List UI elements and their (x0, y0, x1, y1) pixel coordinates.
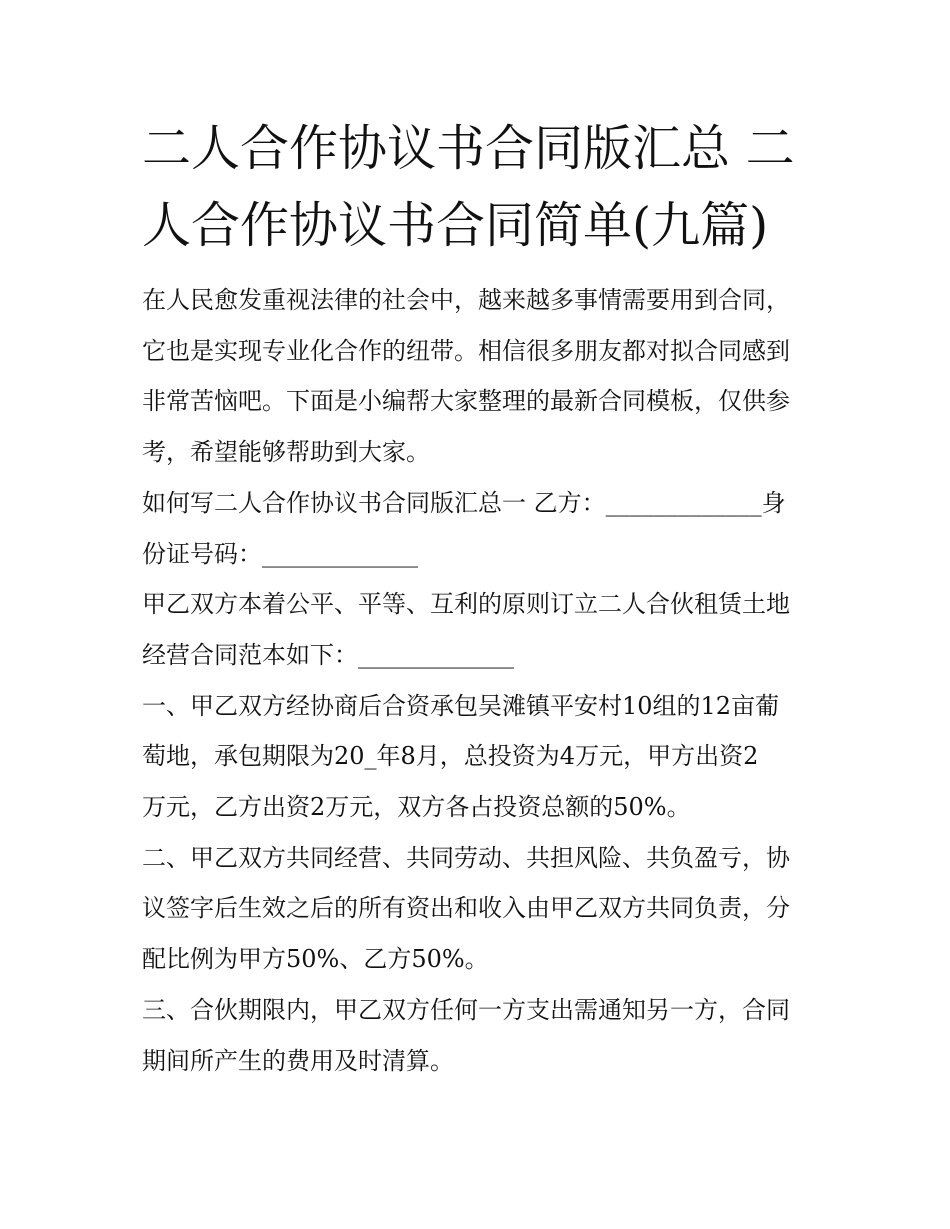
clause-3 (142, 985, 822, 1086)
text-line: 如何写二人合作协议书合同版汇总一 乙方：_____________身 (142, 488, 786, 517)
title-line: 人合作协议书合同简单(九篇) (142, 197, 769, 254)
text-line: 议签字后生效之后的所有资出和收入由甲乙双方共同负责，分 (142, 894, 790, 923)
text-line: 期间所产生的费用及时清算。 (142, 1046, 454, 1075)
document-title (142, 110, 822, 264)
text-line: 经营合同范本如下：_____________ (142, 640, 514, 669)
intro-paragraph (142, 275, 822, 478)
text-line: 配比例为甲方50%、乙方50%。 (142, 945, 489, 974)
document-body (142, 275, 822, 1086)
text-line: 它也是实现专业化合作的纽带。相信很多朋友都对拟合同感到 (142, 336, 790, 365)
text-line: 二、甲乙双方共同经营、共同劳动、共担风险、共负盈亏，协 (142, 843, 790, 872)
clause-1 (142, 681, 822, 833)
party-b-paragraph (142, 478, 822, 579)
text-line: 在人民愈发重视法律的社会中，越来越多事情需要用到合同， (142, 286, 790, 314)
text-line: 考，希望能够帮助到大家。 (142, 438, 430, 467)
text-line: 份证号码：_____________ (142, 539, 418, 568)
text-line: 万元，乙方出资2万元，双方各占投资总额的50%。 (142, 793, 691, 822)
text-line: 三、合伙期限内，甲乙双方任何一方支出需通知另一方，合同 (142, 995, 790, 1024)
text-line: 一、甲乙双方经协商后合资承包吴滩镇平安村10组的12亩葡 (142, 691, 780, 720)
title-line: 二人合作协议书合同版汇总 二 (142, 120, 795, 177)
preamble-paragraph (142, 579, 822, 680)
clause-2 (142, 833, 822, 985)
text-line: 萄地，承包期限为20_年8月，总投资为4万元，甲方出资2 (142, 742, 759, 771)
text-line: 非常苦恼吧。下面是小编帮大家整理的最新合同模板，仅供参 (142, 387, 790, 416)
text-line: 甲乙双方本着公平、平等、互利的原则订立二人合伙租赁土地 (142, 590, 790, 619)
